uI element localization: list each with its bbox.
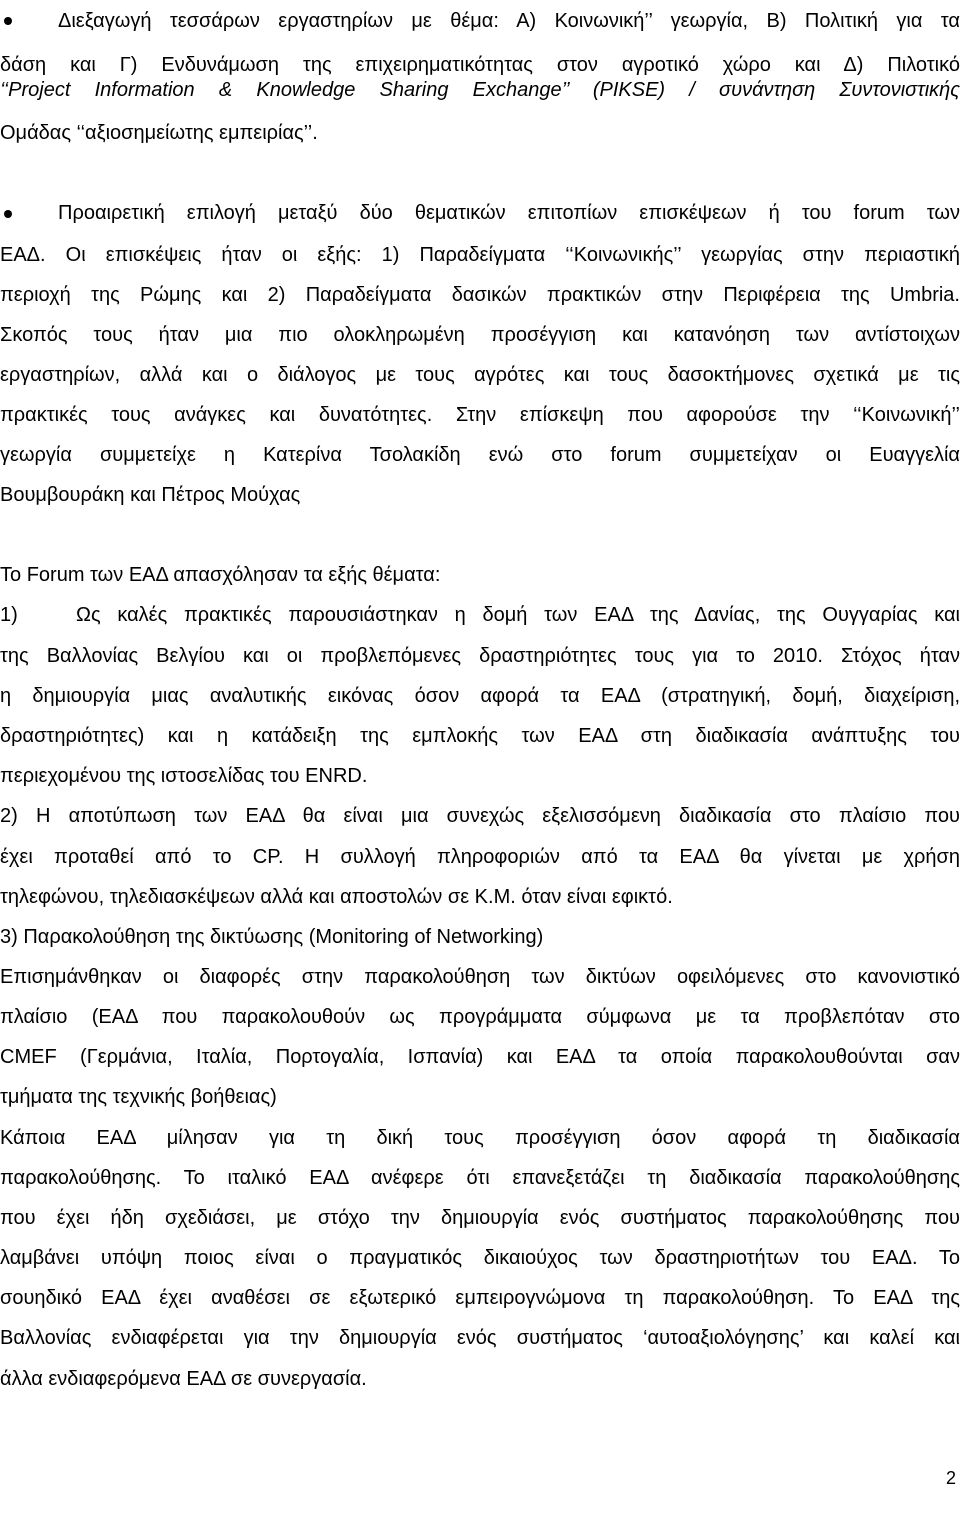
bullet-2-line-5: εργαστηρίων, αλλά και ο διάλογος με τους αγρότες και τους δασοκτήμονες σχετικά με τις: [0, 364, 960, 386]
item-3-line-11: άλλα ενδιαφερόμενα ΕΑΔ σε συνεργασία.: [0, 1368, 367, 1390]
item-1-line-2: της Βαλλονίας Βελγίου και οι προβλεπόμενες δραστηριότητες τους για το 2010. Στόχος ήταν: [0, 645, 960, 667]
page-number: 2: [945, 1468, 956, 1488]
bullet-1-line-2: δάση και Γ) Ενδυνάμωση της επιχειρηματικότητας στον αγροτικό χώρο και Δ) Πιλοτικό: [0, 54, 960, 76]
item-3-line-5: Κάποια ΕΑΔ μίλησαν για τη δική τους προσέγγιση όσον αφορά τη διαδικασία: [0, 1127, 960, 1149]
bullet-1-line-4: Ομάδας ‘‘αξιοσημείωτης εμπειρίας’’.: [0, 122, 318, 144]
item-1-line-3: η δημιουργία μιας αναλυτικής εικόνας όσον αφορά τα ΕΑΔ (στρατηγική, δομή, διαχείριση,: [0, 685, 960, 707]
item-1-number: 1): [0, 604, 18, 626]
item-2-line-3: τηλεφώνου, τηλεδιασκέψεων αλλά και αποστολών σε Κ.Μ. όταν είναι εφικτό.: [0, 886, 673, 908]
item-2-line-2: έχει προταθεί από το CP. Η συλλογή πληροφοριών από τα ΕΑΔ θα γίνεται με χρήση: [0, 846, 960, 868]
item-2-line-1: 2) Η αποτύπωση των ΕΑΔ θα είναι μια συνεχώς εξελισσόμενη διαδικασία στο πλαίσιο που: [0, 805, 960, 827]
item-3-line-4: τμήματα της τεχνικής βοήθειας): [0, 1086, 277, 1108]
item-1-line-4: δραστηριότητες) και η κατάδειξη της εμπλοκής των ΕΑΔ στη διαδικασία ανάπτυξης του: [0, 725, 960, 747]
bullet-2-line-4: Σκοπός τους ήταν μια πιο ολοκληρωμένη προσέγγιση και κατανόηση των αντίστοιχων: [0, 324, 960, 346]
item-3-line-8: λαμβάνει υπόψη ποιος είναι ο πραγματικός δικαιούχος των δραστηριοτήτων του ΕΑΔ. Το: [0, 1247, 960, 1269]
item-3-line-3: CMEF (Γερμάνια, Ιταλία, Πορτογαλία, Ισπανία) και ΕΑΔ τα οποία παρακολουθούνται σαν: [0, 1046, 960, 1068]
item-3-line-7: που έχει ήδη σχεδιάσει, με στόχο την δημιουργία ενός συστήματος παρακολούθησης που: [0, 1207, 960, 1229]
bullet-point: [4, 210, 12, 218]
item-3-line-2: πλαίσιο (ΕΑΔ που παρακολουθούν ως προγράμματα σύμφωνα με τα προβλεπόταν στο: [0, 1006, 960, 1028]
item-3-line-10: Βαλλονίας ενδιαφέρεται για την δημιουργία ενός συστήματος ‘αυτοαξιολόγησης’ και καλεί και: [0, 1327, 960, 1349]
item-1-line-5: περιεχομένου της ιστοσελίδας του ENRD.: [0, 765, 368, 787]
bullet-2-line-2: ΕΑΔ. Οι επισκέψεις ήταν οι εξής: 1) Παραδείγματα ‘‘Κοινωνικής’’ γεωργίας στην περιαστική: [0, 244, 960, 266]
bullet-1-line-3: ‘‘Project Information & Knowledge Sharing Exchange’’ (PIKSE) / συνάντηση Συντονιστικής: [0, 79, 960, 101]
item-3-line-9: σουηδικό ΕΑΔ έχει αναθέσει σε εξωτερικό εμπειρογνώμονα τη παρακολούθηση. Το ΕΑΔ της: [0, 1287, 960, 1309]
bullet-point: [4, 17, 12, 25]
item-1-line-1: Ως καλές πρακτικές παρουσιάστηκαν η δομή των ΕΑΔ της Δανίας, της Ουγγαρίας και: [76, 604, 960, 626]
bullet-2-line-6: πρακτικές τους ανάγκες και δυνατότητες. Στην επίσκεψη που αφορούσε την ‘‘Κοινωνική’’: [0, 404, 960, 426]
item-3-line-6: παρακολούθησης. Το ιταλικό ΕΑΔ ανέφερε ότι επανεξετάζει τη διαδικασία παρακολούθησης: [0, 1167, 960, 1189]
item-3-line-1: Επισημάνθηκαν οι διαφορές στην παρακολούθηση των δικτύων οφειλόμενες στο κανονιστικό: [0, 966, 960, 988]
forum-intro: Το Forum των ΕΑΔ απασχόλησαν τα εξής θέματα:: [0, 564, 441, 586]
bullet-1-line-1: Διεξαγωγή τεσσάρων εργαστηρίων με θέμα: Α) Κοινωνική’’ γεωργία, Β) Πολιτική για τα: [58, 10, 960, 32]
bullet-2-line-3: περιοχή της Ρώμης και 2) Παραδείγματα δασικών πρακτικών στην Περιφέρεια της Umbria.: [0, 284, 960, 306]
item-3-heading: 3) Παρακολούθηση της δικτύωσης (Monitoring of Networking): [0, 926, 544, 948]
bullet-2-line-8: Βουμβουράκη και Πέτρος Μούχας: [0, 484, 301, 506]
bullet-2-line-1: Προαιρετική επιλογή μεταξύ δύο θεματικών επιτοπίων επισκέψεων ή του forum των: [58, 202, 960, 224]
bullet-2-line-7: γεωργία συμμετείχε η Κατερίνα Τσολακίδη ενώ στο forum συμμετείχαν οι Ευαγγελία: [0, 444, 960, 466]
